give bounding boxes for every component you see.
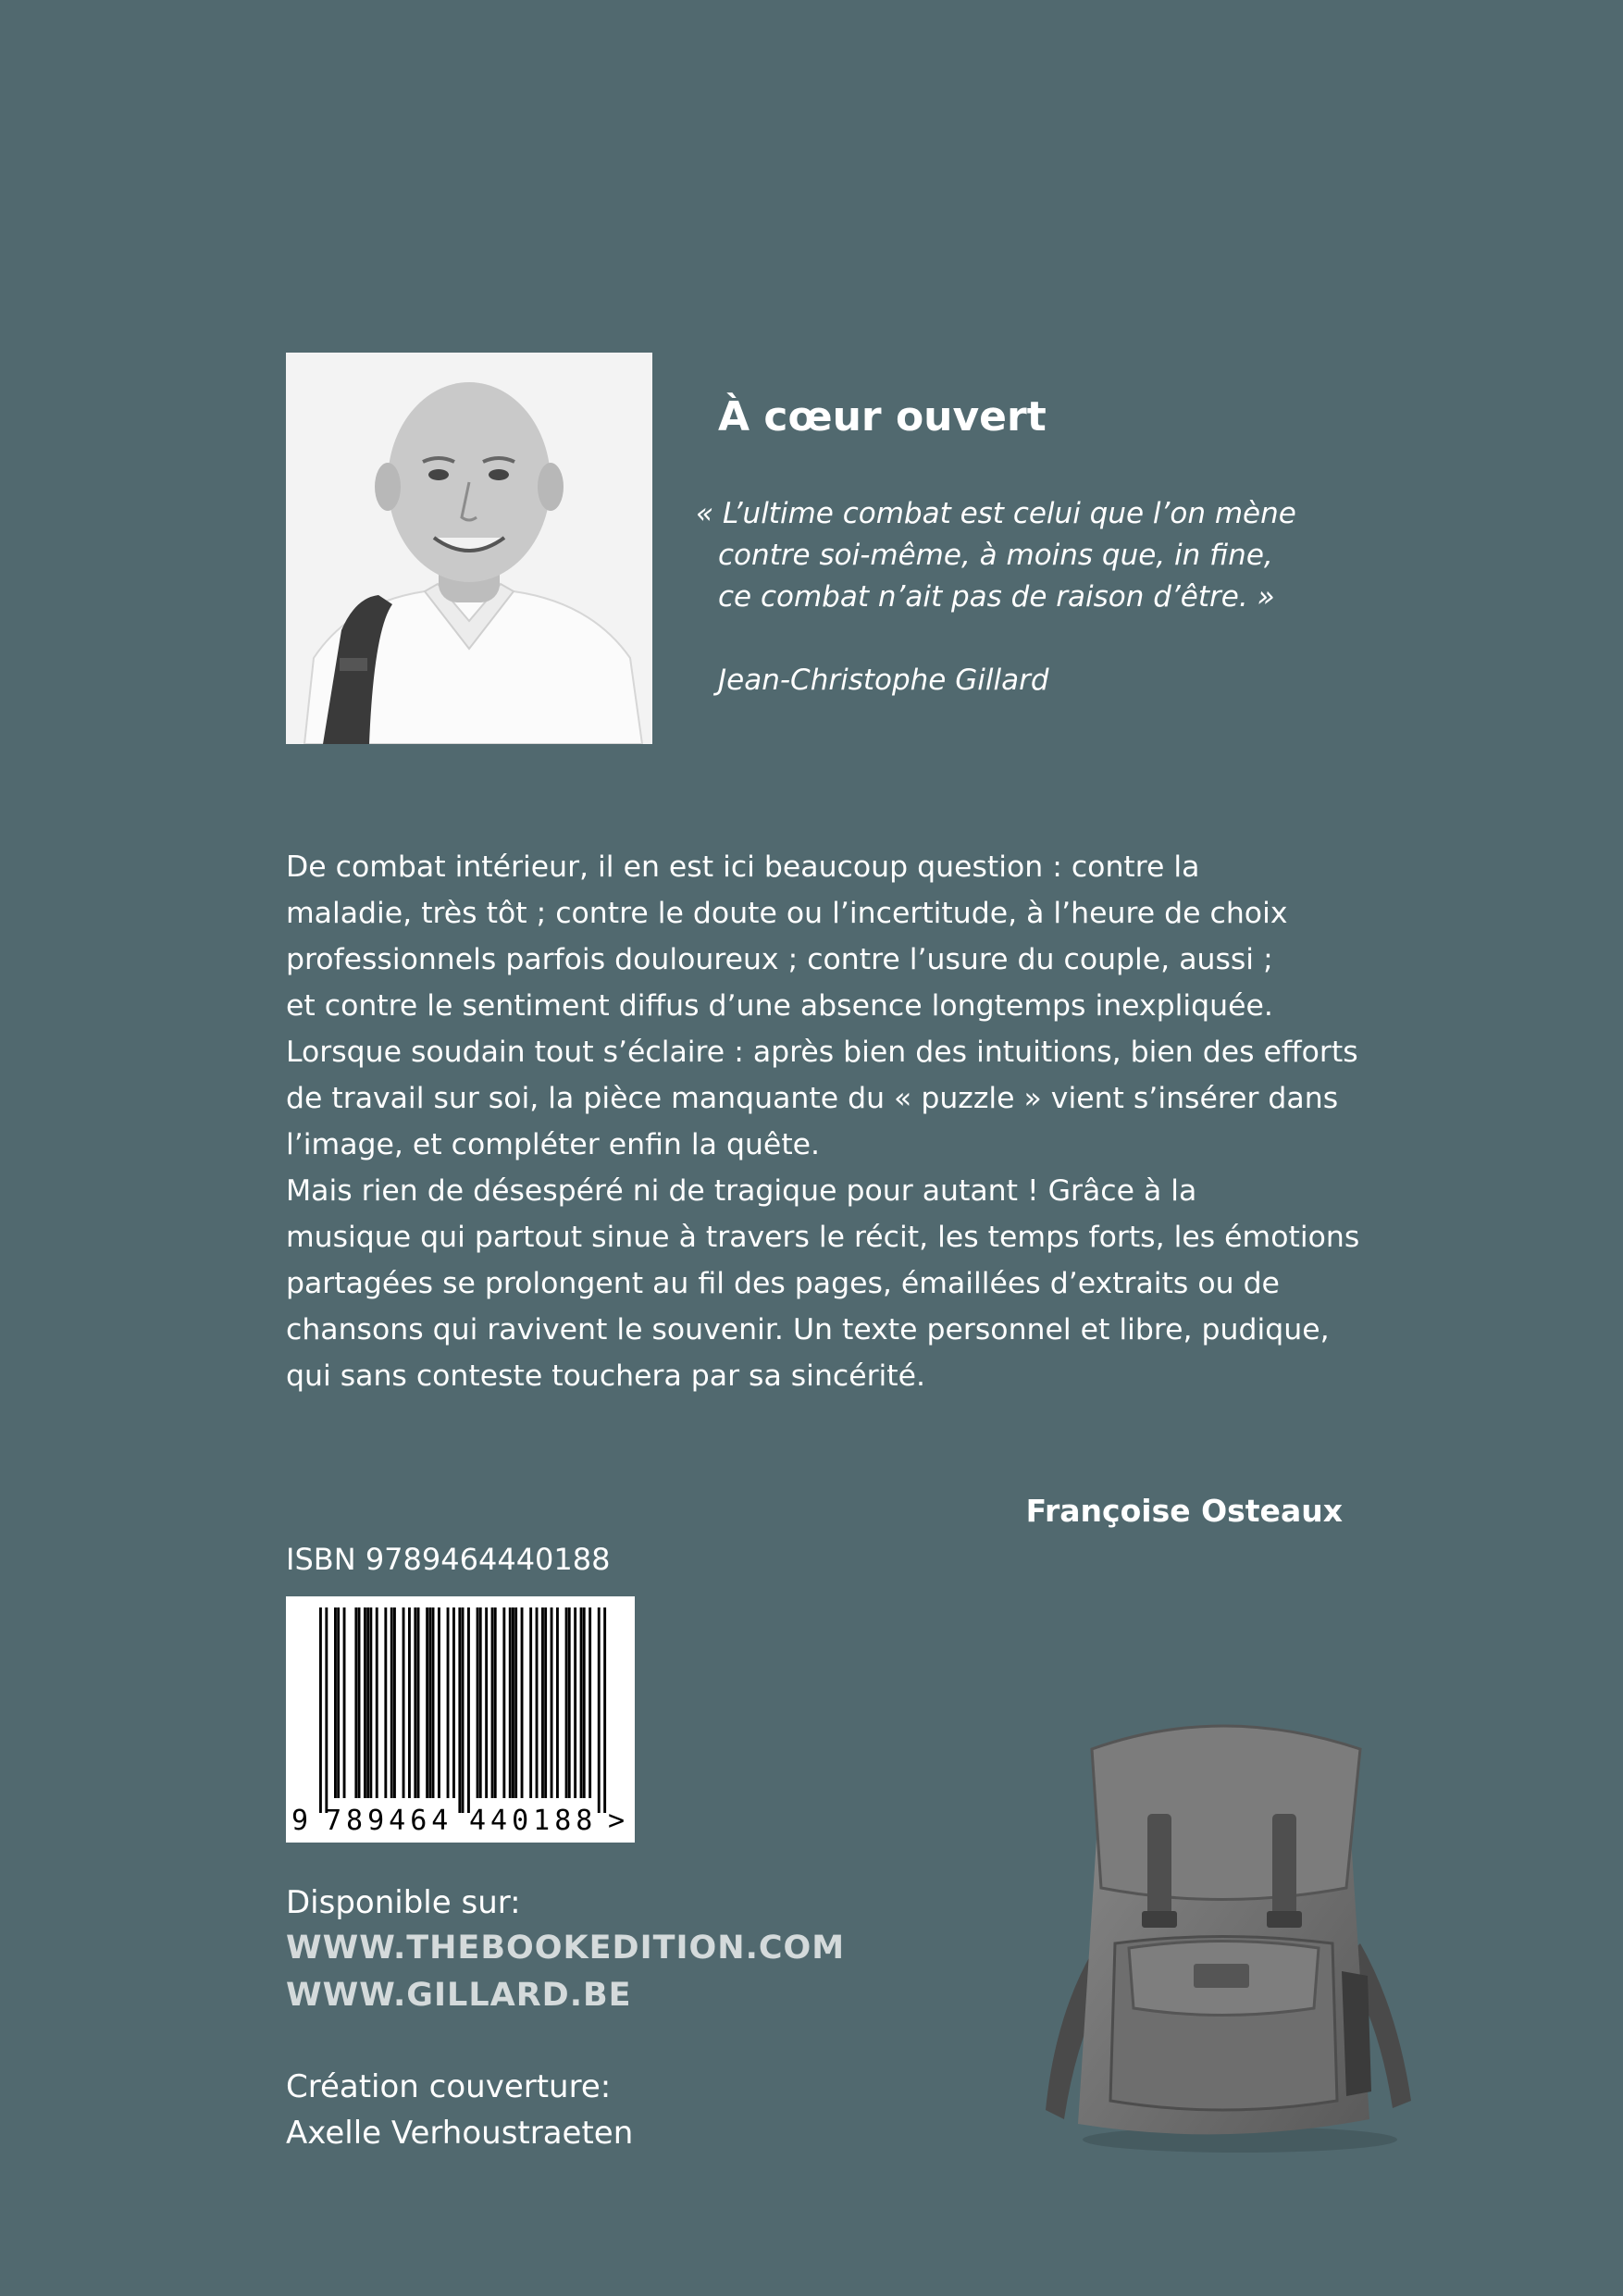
quote-author: Jean-Christophe Gillard [718, 664, 1049, 697]
barcode-bar [403, 1607, 405, 1798]
barcode-bar [583, 1607, 586, 1798]
barcode-bar [458, 1607, 461, 1813]
barcode-bar [467, 1607, 470, 1813]
backpack-icon [1027, 1712, 1416, 2156]
blurb-line: partagées se prolongent au fil des pages, émaillées d’extraits ou de [286, 1267, 1280, 1300]
barcode-bar [438, 1607, 440, 1798]
epigraph-quote [696, 493, 1296, 618]
availability-label: Disponible sur: [286, 1884, 521, 1921]
barcode-bar [588, 1607, 591, 1798]
barcode-bar [477, 1607, 479, 1798]
barcode-bar [319, 1607, 322, 1813]
barcode-end-marker: > [608, 1805, 626, 1837]
cover-credit-label: Création couverture: [286, 2068, 612, 2105]
blurb-line: chansons qui ravivent le souvenir. Un texte personnel et libre, pudique, [286, 1313, 1330, 1347]
barcode-bar [529, 1607, 532, 1798]
barcode-bar [452, 1607, 455, 1798]
author-photo [286, 353, 652, 744]
barcode-bar [364, 1607, 366, 1798]
barcode-bar [514, 1607, 517, 1798]
isbn-label: ISBN 9789464440188 [286, 1542, 611, 1577]
barcode-bar [541, 1607, 544, 1798]
barcode-bar [565, 1607, 568, 1798]
barcode-bar [376, 1607, 378, 1798]
barcode-bar [521, 1607, 524, 1798]
barcode-bar [485, 1607, 488, 1798]
barcode-bar [358, 1607, 361, 1798]
blurb-reviewer: Françoise Osteaux [1025, 1493, 1343, 1529]
blurb-line: et contre le sentiment diffus d’une absence longtemps inexpliquée. [286, 989, 1273, 1023]
barcode-first-digit: 9 [291, 1805, 309, 1837]
book-title: À cœur ouvert [718, 393, 1047, 441]
cover-credit-name: Axelle Verhoustraeten [286, 2115, 634, 2152]
quote-line: contre soi-même, à moins que, in fine, [718, 539, 1273, 572]
barcode-right-digits: 440188 [469, 1805, 598, 1837]
barcode-bar [580, 1607, 583, 1798]
barcode-bar [414, 1607, 416, 1798]
barcode-bars [319, 1607, 606, 1813]
barcode-bar [417, 1607, 420, 1798]
backpack-illustration [1027, 1712, 1416, 2156]
barcode-left-digits: 789464 [325, 1805, 453, 1837]
barcode-bar [447, 1607, 450, 1798]
barcode-bar [393, 1607, 396, 1798]
barcode-bar [551, 1607, 553, 1798]
barcode-bar [384, 1607, 387, 1798]
blurb-line: Mais rien de désespéré ni de tragique pour autant ! Grâce à la [286, 1174, 1197, 1208]
barcode-bar [603, 1607, 606, 1813]
barcode-bar [598, 1607, 601, 1813]
quote-line: ce combat n’ait pas de raison d’être. » [718, 580, 1275, 614]
barcode-bar [390, 1607, 393, 1798]
barcode-bar [574, 1607, 576, 1798]
barcode-bar [502, 1607, 505, 1798]
blurb-line: professionnels parfois douloureux ; contre l’usure du couple, aussi ; [286, 943, 1273, 976]
barcode-bar [337, 1607, 340, 1798]
barcode-bar [325, 1607, 328, 1813]
link-thebookedition[interactable]: WWW.THEBOOKEDITION.COM [286, 1930, 846, 1967]
barcode-bar [479, 1607, 482, 1798]
blurb-line: l’image, et compléter enfin la quête. [286, 1128, 821, 1161]
blurb-line: musique qui partout sinue à travers le récit, les temps forts, les émotions [286, 1221, 1360, 1254]
barcode-bar [544, 1607, 547, 1798]
barcode-bar [408, 1607, 411, 1798]
book-blurb [286, 844, 1360, 1399]
blurb-line: Lorsque soudain tout s’éclaire : après bien des intuitions, bien des efforts [286, 1036, 1358, 1069]
barcode-bar [462, 1607, 465, 1813]
barcode-bar [432, 1607, 435, 1798]
barcode-bar [369, 1607, 372, 1798]
barcode-bar [354, 1607, 357, 1798]
barcode-bar [343, 1607, 346, 1798]
barcode-bar [568, 1607, 571, 1798]
isbn-barcode [286, 1596, 635, 1843]
barcode-bar [556, 1607, 559, 1798]
barcode-bar [494, 1607, 497, 1798]
blurb-line: maladie, très tôt ; contre le doute ou l’incertitude, à l’heure de choix [286, 897, 1288, 930]
barcode-bar [512, 1607, 514, 1798]
blurb-line: qui sans conteste touchera par sa sincérité. [286, 1359, 926, 1393]
link-gillard[interactable]: WWW.GILLARD.BE [286, 1977, 632, 2014]
quote-line: « L’ultime combat est celui que l’on mène [696, 497, 1296, 530]
barcode-bar [334, 1607, 337, 1798]
barcode-bar [536, 1607, 539, 1798]
barcode-bar [428, 1607, 431, 1798]
barcode-bar [509, 1607, 512, 1798]
author-portrait-icon [286, 353, 652, 744]
blurb-line: de travail sur soi, la pièce manquante du « puzzle » vient s’insérer dans [286, 1082, 1339, 1115]
barcode-bar [426, 1607, 428, 1798]
blurb-line: De combat intérieur, il en est ici beaucoup question : contre la [286, 850, 1200, 884]
barcode-bar [491, 1607, 494, 1798]
barcode-bar [366, 1607, 369, 1798]
barcode-icon [286, 1596, 635, 1843]
